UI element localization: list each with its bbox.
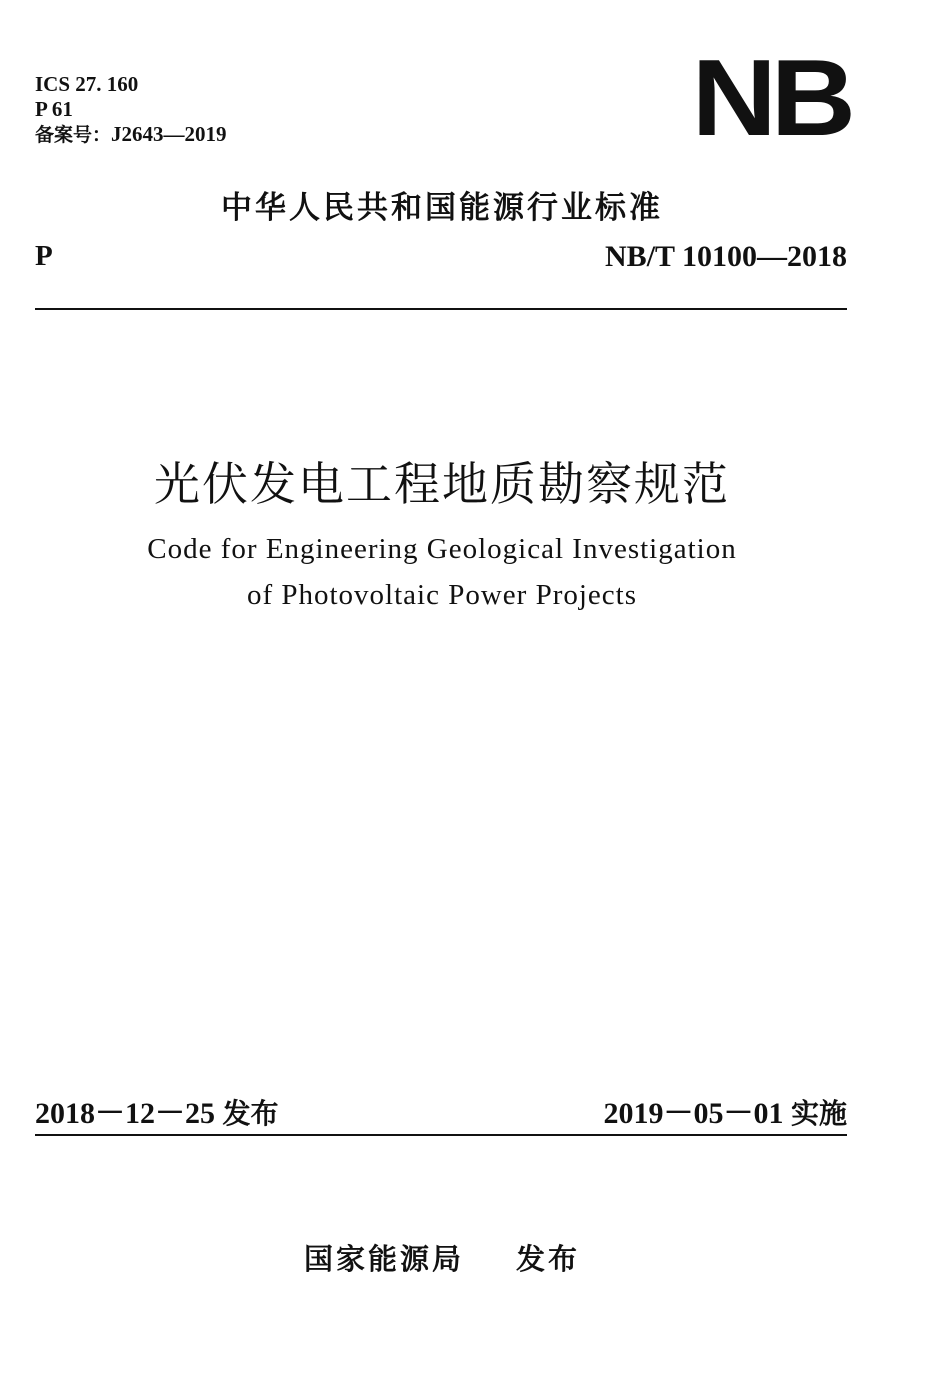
publisher-name: 国家能源局 — [303, 1242, 464, 1276]
title-chinese: 光伏发电工程地质勘察规范 — [154, 457, 730, 511]
record-label: 备案号： — [35, 124, 112, 146]
publisher-action: 发布 — [516, 1242, 581, 1276]
title-english-line-2: of Photovoltaic Power Projects — [246, 579, 638, 611]
record-number: J2643—2019 — [111, 122, 227, 146]
document-metadata — [35, 72, 227, 148]
class-code: P — [35, 240, 53, 272]
issue-label: 发布 — [222, 1097, 279, 1130]
standard-number: NB/T 10100—2018 — [605, 240, 847, 273]
implementation-date-line — [603, 1088, 847, 1132]
top-divider — [35, 308, 847, 310]
title-english-line-1: Code for Engineering Geological Investigation — [147, 533, 737, 565]
class-number: P 61 — [35, 97, 73, 121]
issue-date: 2018－12－25 — [35, 1097, 215, 1130]
ics-code: ICS 27. 160 — [35, 72, 139, 96]
nb-logo: NB — [691, 37, 850, 160]
implementation-date: 2019－05－01 — [603, 1097, 784, 1130]
record-number-line — [35, 122, 227, 148]
bottom-divider — [35, 1134, 847, 1136]
implementation-label: 实施 — [790, 1097, 847, 1130]
issue-date-line — [35, 1088, 279, 1132]
standard-category-heading: 中华人民共和国能源行业标准 — [221, 190, 663, 226]
publisher-line — [0, 1237, 884, 1278]
